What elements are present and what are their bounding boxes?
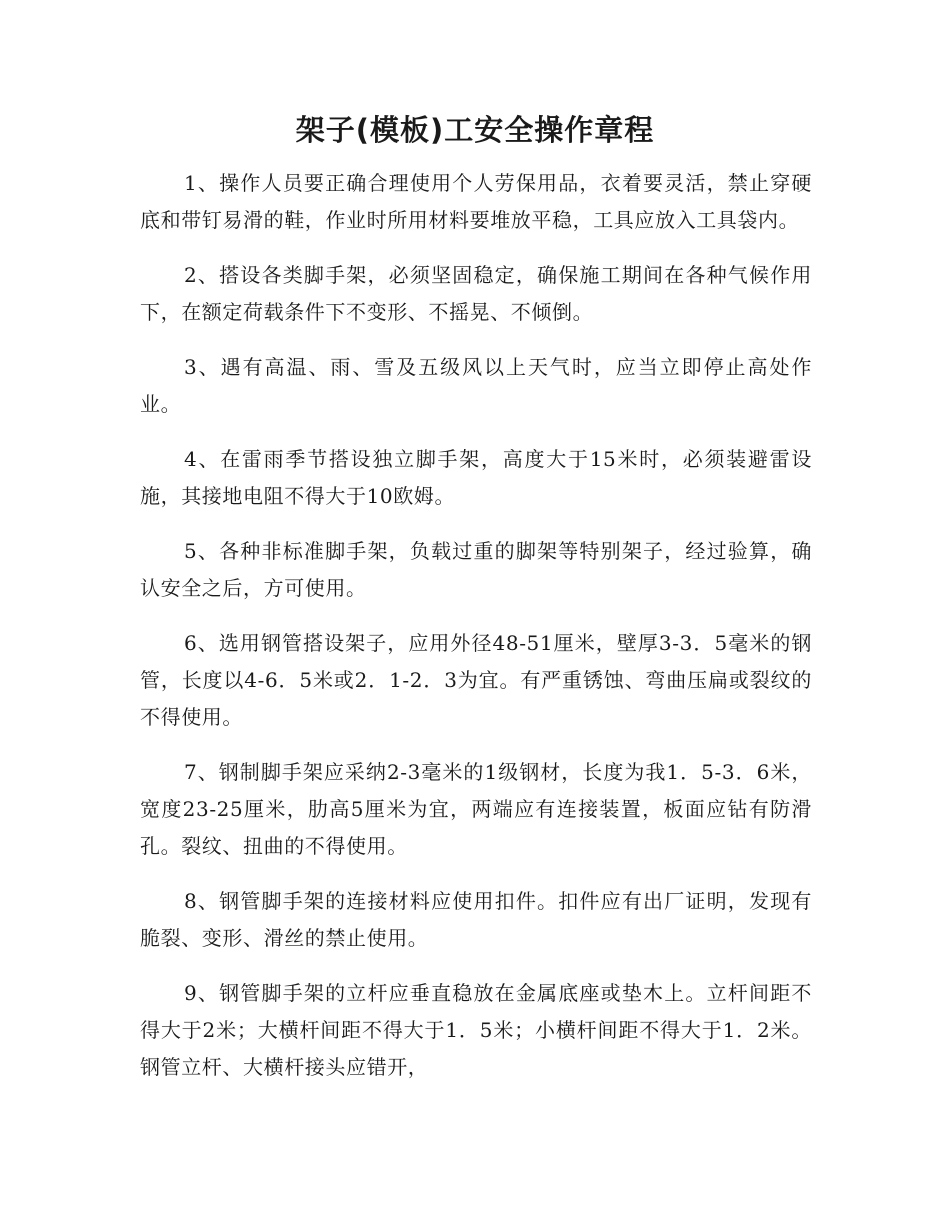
paragraph-5: 5、各种非标准脚手架，负载过重的脚架等特别架子，经过验算，确认安全之后，方可使用。 <box>140 539 812 600</box>
paragraph-2: 2、搭设各类脚手架，必须坚固稳定，确保施工期间在各种气候作用下，在额定荷载条件下不变形、不摇晃、不倾倒。 <box>140 263 812 324</box>
paragraph-3: 3、遇有高温、雨、雪及五级风以上天气时，应当立即停止高处作业。 <box>140 355 812 416</box>
paragraph-8: 8、钢管脚手架的连接材料应使用扣件。扣件应有出厂证明，发现有脆裂、变形、滑丝的禁止使用。 <box>140 889 812 950</box>
paragraph-1: 1、操作人员要正确合理使用个人劳保用品，衣着要灵活，禁止穿硬底和带钉易滑的鞋，作业时所用材料要堆放平稳，工具应放入工具袋内。 <box>140 171 812 232</box>
document-title: 架子(模板)工安全操作章程 <box>295 113 655 147</box>
paragraph-9: 9、钢管脚手架的立杆应垂直稳放在金属底座或垫木上。立杆间距不得大于2米；大横杆间距不得大于1．5米；小横杆间距不得大于1．2米。钢管立杆、大横杆接头应错开， <box>140 981 812 1079</box>
document-body <box>140 165 812 1104</box>
paragraph-6: 6、选用钢管搭设架子，应用外径48-51厘米，壁厚3-3．5毫米的钢管，长度以4-6．5米或2．1-2．3为宜。有严重锈蚀、弯曲压扁或裂纹的不得使用。 <box>140 631 812 729</box>
paragraph-4: 4、在雷雨季节搭设独立脚手架，高度大于15米时，必须装避雷设施，其接地电阻不得大于10欧姆。 <box>140 447 812 508</box>
paragraph-7: 7、钢制脚手架应采纳2-3毫米的1级钢材，长度为我1．5-3．6米，宽度23-25厘米，肋高5厘米为宜，两端应有连接装置，板面应钻有防滑孔。裂纹、扭曲的不得使用。 <box>140 760 812 858</box>
